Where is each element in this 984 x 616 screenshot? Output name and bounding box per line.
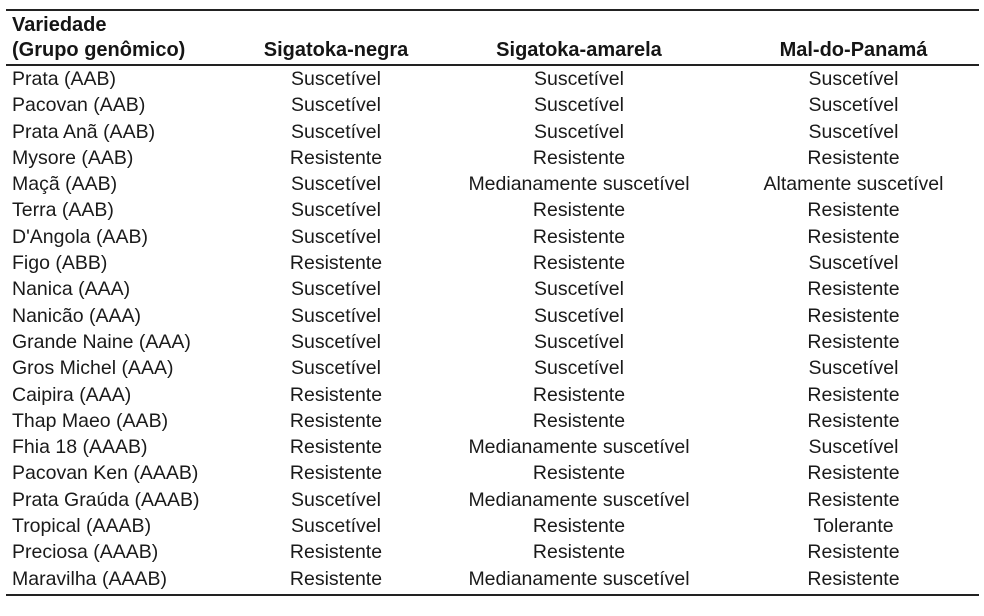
table-row xyxy=(6,487,979,513)
variety-cell: Maravilha (AAAB) xyxy=(12,567,167,590)
sigatoka-amarela-cell: Suscetível xyxy=(534,330,624,353)
sigatoka-negra-cell: Suscetível xyxy=(291,199,381,222)
sigatoka-amarela-cell: Resistente xyxy=(532,515,626,538)
mal-do-panama-cell: Resistente xyxy=(807,488,900,511)
variety-cell: Mysore (AAB) xyxy=(12,146,134,169)
table-row xyxy=(6,92,979,118)
variety-cell: Maçã (AAB) xyxy=(12,173,118,196)
table-row xyxy=(6,382,979,408)
header-mal-do-panama: Mal-do-Panamá xyxy=(779,39,928,61)
mal-do-panama-cell: Suscetível xyxy=(808,68,899,90)
variety-cell: Pacovan (AAB) xyxy=(12,94,146,117)
sigatoka-negra-cell: Suscetível xyxy=(291,330,381,353)
mal-do-panama-cell: Altamente suscetível xyxy=(763,173,944,196)
sigatoka-amarela-cell: Resistente xyxy=(532,383,626,406)
mal-do-panama-cell: Suscetível xyxy=(808,120,899,143)
table-row xyxy=(6,329,979,355)
sigatoka-negra-cell: Resistente xyxy=(289,436,383,459)
mal-do-panama-cell: Resistente xyxy=(807,462,900,485)
table-row xyxy=(6,119,979,145)
sigatoka-negra-cell: Resistente xyxy=(289,409,383,432)
sigatoka-negra-cell: Resistente xyxy=(289,252,383,275)
sigatoka-amarela-cell: Resistente xyxy=(532,225,626,248)
variety-table xyxy=(6,13,979,63)
mal-do-panama-cell: Resistente xyxy=(807,304,900,327)
table-row xyxy=(6,145,979,171)
table-row xyxy=(6,434,979,460)
header-sigatoka-negra: Sigatoka-negra xyxy=(263,39,409,61)
variety-cell: Tropical (AAAB) xyxy=(12,515,152,538)
table-row xyxy=(6,250,979,276)
sigatoka-amarela-cell: Suscetível xyxy=(534,68,624,90)
table-row xyxy=(6,513,979,539)
mal-do-panama-cell: Tolerante xyxy=(813,515,894,538)
mal-do-panama-cell: Resistente xyxy=(807,278,900,301)
table-body xyxy=(6,66,979,592)
sigatoka-negra-cell: Suscetível xyxy=(291,120,381,143)
variety-cell: D'Angola (AAB) xyxy=(12,225,148,248)
sigatoka-amarela-cell: Medianamente suscetível xyxy=(468,567,690,590)
mal-do-panama-cell: Resistente xyxy=(807,567,900,590)
variety-cell: Pacovan Ken (AAAB) xyxy=(12,462,199,485)
bottom-rule xyxy=(6,594,979,596)
sigatoka-negra-cell: Resistente xyxy=(289,462,383,485)
sigatoka-amarela-cell: Resistente xyxy=(532,199,626,222)
mal-do-panama-cell: Resistente xyxy=(807,225,900,248)
table-row xyxy=(6,276,979,302)
header-variety-line1: Variedade xyxy=(12,14,107,36)
sigatoka-amarela-cell: Resistente xyxy=(532,541,626,564)
sigatoka-amarela-cell: Suscetível xyxy=(534,94,624,117)
sigatoka-amarela-cell: Resistente xyxy=(532,146,626,169)
table-row xyxy=(6,408,979,434)
mal-do-panama-cell: Resistente xyxy=(807,330,900,353)
table-row xyxy=(6,303,979,329)
sigatoka-negra-cell: Suscetível xyxy=(291,94,381,117)
sigatoka-negra-cell: Suscetível xyxy=(291,488,381,511)
mal-do-panama-cell: Resistente xyxy=(807,199,900,222)
sigatoka-amarela-cell: Resistente xyxy=(532,462,626,485)
mal-do-panama-cell: Resistente xyxy=(807,383,900,406)
variety-cell: Prata (AAB) xyxy=(12,68,117,90)
table-row xyxy=(6,171,979,197)
sigatoka-amarela-cell: Medianamente suscetível xyxy=(468,173,690,196)
sigatoka-amarela-cell: Suscetível xyxy=(534,278,624,301)
variety-cell: Caipira (AAA) xyxy=(12,383,132,406)
mal-do-panama-cell: Resistente xyxy=(807,409,900,432)
variety-cell: Nanicão (AAA) xyxy=(12,304,141,327)
sigatoka-negra-cell: Suscetível xyxy=(291,225,381,248)
variety-cell: Grande Naine (AAA) xyxy=(12,330,191,353)
variety-cell: Figo (ABB) xyxy=(12,252,108,275)
sigatoka-negra-cell: Suscetível xyxy=(291,515,381,538)
variety-cell: Preciosa (AAAB) xyxy=(12,541,159,564)
table-row xyxy=(6,197,979,223)
variety-cell: Prata Graúda (AAAB) xyxy=(12,488,200,511)
sigatoka-amarela-cell: Suscetível xyxy=(534,120,624,143)
sigatoka-negra-cell: Suscetível xyxy=(291,68,381,90)
table-row xyxy=(6,566,979,592)
mal-do-panama-cell: Suscetível xyxy=(808,252,899,275)
table-row xyxy=(6,66,979,92)
variety-cell: Nanica (AAA) xyxy=(12,278,131,301)
top-rule xyxy=(6,9,979,11)
variety-cell: Prata Anã (AAB) xyxy=(12,120,156,143)
sigatoka-amarela-cell: Resistente xyxy=(532,409,626,432)
sigatoka-amarela-cell: Medianamente suscetível xyxy=(468,436,690,459)
mal-do-panama-cell: Suscetível xyxy=(808,357,899,380)
header-variety xyxy=(6,13,242,63)
sigatoka-negra-cell: Resistente xyxy=(289,541,383,564)
mal-do-panama-cell: Resistente xyxy=(807,541,900,564)
sigatoka-negra-cell: Suscetível xyxy=(291,278,381,301)
sigatoka-negra-cell: Resistente xyxy=(289,146,383,169)
sigatoka-negra-cell: Suscetível xyxy=(291,357,381,380)
sigatoka-negra-cell: Resistente xyxy=(289,383,383,406)
header-sigatoka-amarela: Sigatoka-amarela xyxy=(496,39,662,61)
sigatoka-amarela-cell: Suscetível xyxy=(534,304,624,327)
sigatoka-amarela-cell: Suscetível xyxy=(534,357,624,380)
header-variety-line2: (Grupo genômico) xyxy=(12,39,186,61)
sigatoka-negra-cell: Suscetível xyxy=(291,173,381,196)
sigatoka-negra-cell: Suscetível xyxy=(291,304,381,327)
mal-do-panama-cell: Suscetível xyxy=(808,436,899,459)
variety-cell: Terra (AAB) xyxy=(12,199,114,222)
table-row xyxy=(6,355,979,381)
mal-do-panama-cell: Resistente xyxy=(807,146,900,169)
variety-cell: Fhia 18 (AAAB) xyxy=(12,436,148,459)
disease-resistance-table xyxy=(6,9,979,596)
sigatoka-amarela-cell: Medianamente suscetível xyxy=(468,488,690,511)
table-row xyxy=(6,224,979,250)
variety-table-body xyxy=(6,66,979,592)
sigatoka-negra-cell: Resistente xyxy=(289,567,383,590)
table-row xyxy=(6,539,979,565)
table-header xyxy=(6,13,979,63)
variety-cell: Thap Maeo (AAB) xyxy=(12,409,169,432)
sigatoka-amarela-cell: Resistente xyxy=(532,252,626,275)
table-row xyxy=(6,460,979,486)
mal-do-panama-cell: Suscetível xyxy=(808,94,899,117)
variety-cell: Gros Michel (AAA) xyxy=(12,357,174,380)
